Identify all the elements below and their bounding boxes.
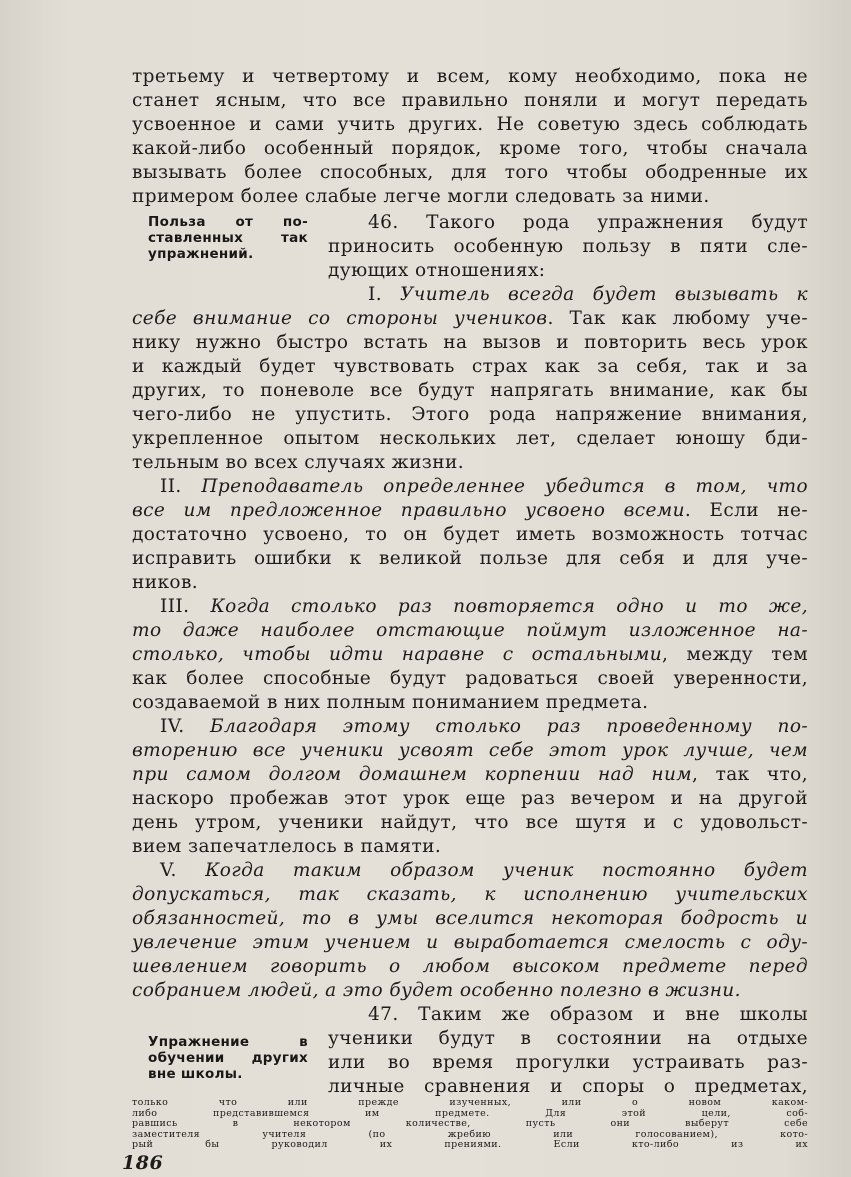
italic-line: собранием людей, а это будет особенно полезно в жизни.: [132, 980, 741, 1001]
italic-line: шевлением говорить о любом высоком предмете перед: [132, 956, 808, 977]
sidenote-benefit: [148, 214, 308, 262]
text-line: станет ясным, что все правильно поняли и могут передать: [132, 90, 808, 111]
text-line: [132, 308, 808, 330]
point-2-line: [160, 476, 808, 498]
text-line: достаточно усвоено, то он будет иметь возможность тотчас: [132, 524, 808, 545]
text-line: ников.: [132, 572, 199, 593]
point-4-line: [160, 716, 808, 738]
page-number: 186: [122, 1152, 164, 1174]
text-line: [132, 644, 808, 666]
text-line: как более способные будут радоваться своей уверенности,: [132, 668, 808, 689]
text-line: вием запечатлелось в памяти.: [132, 836, 442, 857]
italic-emphasis: все им предложенное правильно усвоено всеми: [132, 500, 685, 521]
italic-line: то даже наиболее отстающие поймут изложенное на-: [132, 620, 808, 641]
sidenote-outside-school: [148, 1034, 308, 1082]
text-line: чего-либо не упустить. Этого рода напряжение внимания,: [132, 404, 808, 425]
text-line: и каждый будет чувствовать страх как за себя, так и за: [132, 356, 808, 377]
text-line: других, то поневоле все будут напрягать внимание, как бы: [132, 380, 808, 401]
text-line: усвоенное и сами учить других. Не советую здесь соблюдать: [132, 114, 808, 135]
italic-emphasis: Благодаря этому столько раз проведенному по-: [210, 716, 809, 737]
point-3-line: [160, 596, 808, 618]
text-line: только что или прежде изученных, или о новом каком-: [132, 1097, 808, 1108]
sidenote-line: обучении других: [148, 1050, 308, 1066]
italic-emphasis: Преподаватель определеннее убедится в том, что: [201, 476, 809, 497]
text-line: либо представившемся им предмете. Для этой цели, соб-: [132, 1107, 808, 1119]
italic-line: допускаться, так сказать, к исполнению учительских: [132, 884, 808, 905]
text-line: [132, 764, 808, 786]
sidenote-line: ставленных так: [148, 230, 308, 246]
italic-emphasis: при самом долгом домашнем корпении над ним: [132, 764, 693, 785]
text-run: . Так как любому уче-: [547, 308, 808, 329]
text-line: дующих отношениях:: [328, 260, 546, 281]
italic-emphasis: Учитель всегда будет вызывать к: [400, 284, 808, 305]
italic-line: вторению все ученики усвоят себе этот урок лучше, чем: [132, 740, 808, 761]
point-number: II.: [160, 476, 202, 497]
text-line: приносить особенную пользу в пяти сле-: [328, 236, 808, 257]
text-line: день утром, ученики найдут, что все шутя и с удовольст-: [132, 812, 808, 833]
text-line: [132, 500, 808, 522]
sidenote-line: Польза от по-: [148, 214, 308, 230]
point-number: IV.: [160, 716, 210, 737]
text-line: наскоро пробежав этот урок еще раз вечером и на другой: [132, 788, 808, 809]
italic-emphasis: Когда столько раз повторяется одно и то же,: [210, 596, 808, 617]
text-run: , так что,: [692, 764, 808, 785]
section-47-line: 47. Таким же образом и вне школы: [368, 1004, 808, 1025]
text-line: равшись в некотором количестве, пусть они выберут себе: [132, 1118, 808, 1129]
text-line: укрепленное опытом нескольких лет, сделает юношу бди-: [132, 428, 808, 449]
italic-emphasis: Когда таким образом ученик постоянно будет: [205, 860, 808, 881]
point-1-line: [368, 284, 808, 306]
section-46-line: 46. Такого рода упражнения будут: [368, 212, 808, 233]
text-line: исправить ошибки к великой пользе для себя и для уче-: [132, 548, 808, 569]
text-line: ученики будут в состоянии на отдыхе: [328, 1028, 808, 1049]
sidenote-line: Упражнение в: [148, 1034, 308, 1050]
text-line: личные сравнения и споры о предметах,: [328, 1076, 808, 1097]
text-line: тельным во всех случаях жизни.: [132, 452, 465, 473]
italic-emphasis: столько, чтобы идти наравне с остальными: [132, 644, 663, 665]
sidenote-line: упражнений.: [148, 246, 254, 262]
text-line: или во время прогулки устраивать раз-: [328, 1052, 808, 1073]
text-line: нику нужно быстро встать на вызов и повторить весь урок: [132, 332, 808, 353]
text-line: третьему и четвертому и всем, кому необходимо, пока не: [132, 66, 808, 87]
italic-emphasis: себе внимание со стороны учеников: [132, 308, 548, 329]
point-5-line: [160, 860, 808, 882]
italic-line: обязанностей, то в умы вселится некоторая бодрость и: [132, 908, 808, 929]
italic-line: увлечение этим учением и выработается смелость с оду-: [132, 932, 808, 953]
text-line: какой-либо особенный порядок, кроме того, чтобы сначала: [132, 138, 808, 159]
point-number: V.: [160, 860, 206, 881]
text-run: . Если не-: [684, 500, 808, 521]
text-line: заместителя учителя (по жребию или голосованием), кото-: [132, 1128, 808, 1140]
text-line: вызывать более способных, для того чтобы ободренные их: [132, 162, 808, 183]
text-line: примером более слабые легче могли следовать за ними.: [132, 186, 710, 207]
text-run: , между тем: [662, 644, 808, 665]
point-number: I.: [368, 284, 401, 305]
sidenote-line: вне школы.: [148, 1066, 243, 1082]
point-number: III.: [160, 596, 211, 617]
text-line: рый бы руководил их прениями. Если кто-либо из их: [132, 1139, 808, 1150]
text-line: создаваемой в них полным пониманием предмета.: [132, 692, 649, 713]
